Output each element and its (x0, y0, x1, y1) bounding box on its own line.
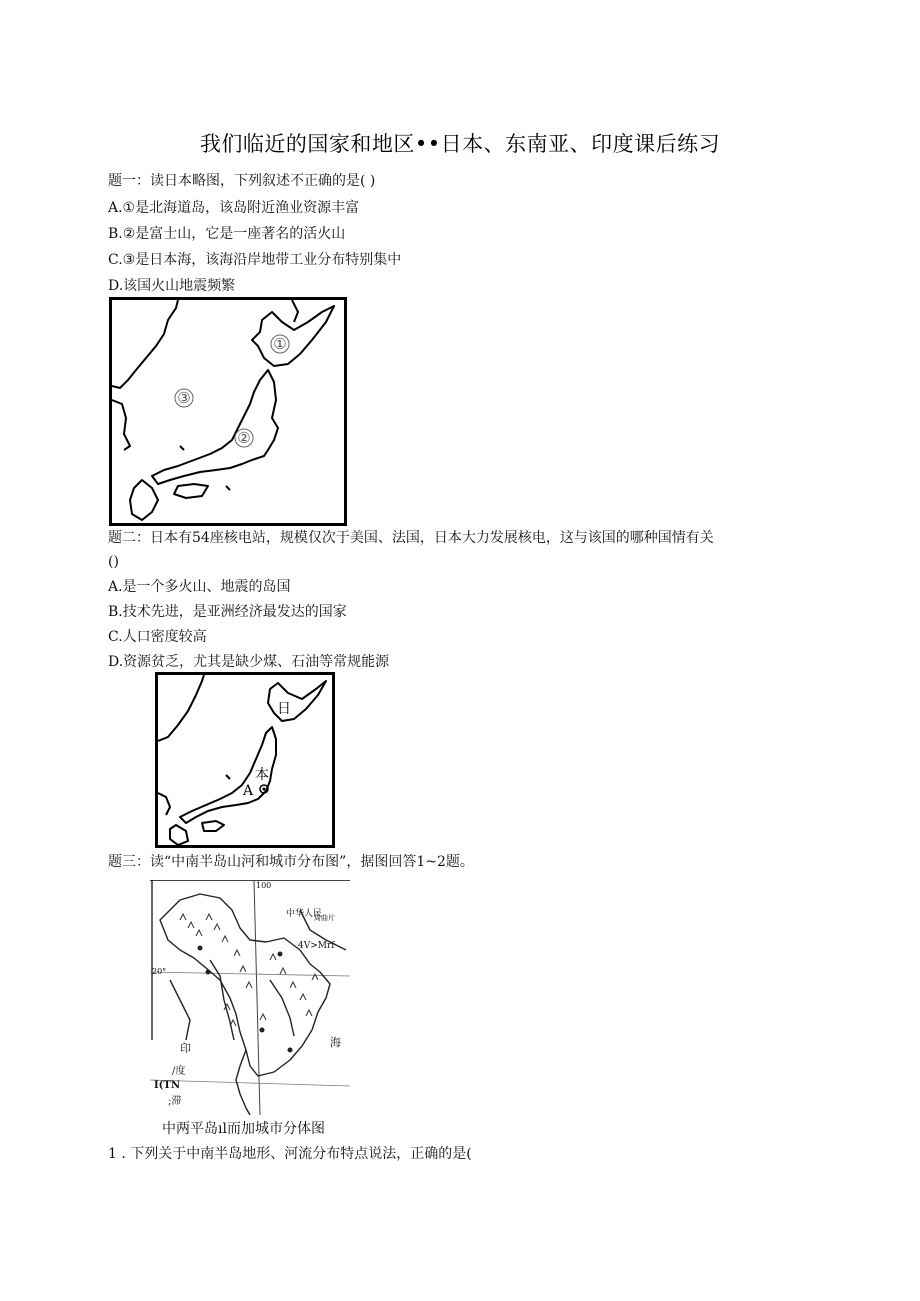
q1-prompt: 题一：读日本略图，下列叙述不正确的是( ) (108, 173, 376, 189)
page-title: 我们临近的国家和地区••日本、东南亚、印度课后练习 (199, 132, 721, 156)
indochina-label-itn: I(TN (154, 1080, 180, 1091)
q1-option-d: D.该国火山地震频繁 (108, 278, 236, 294)
indochina-label-du: /度 (172, 1066, 186, 1077)
indochina-label-ocr: 4V>Mrf (298, 941, 335, 951)
japan-map-1 (109, 297, 347, 526)
q1-map-label-2: ② (237, 429, 251, 447)
q2-option-c: C.人口密度较高 (108, 629, 207, 645)
q2-blank: () (108, 554, 119, 570)
indochina-label-lat: 20° (152, 967, 167, 976)
q2-prompt: 题二：日本有54座核电站，规模仅次于美国、法国，日本大力发展核电，这与该国的哪种国情有关 (108, 530, 714, 546)
q1-option-a: A.①是北海道岛，该岛附近渔业资源丰富 (108, 200, 360, 216)
q2-map-label-ri: 日 (277, 701, 291, 717)
q2-option-b: B.技术先进，是亚洲经济最发达的国家 (108, 604, 347, 620)
indochina-map-drawing (150, 880, 350, 1115)
q3-prompt: 题三：读“中南半岛山河和城市分布图”，据图回答1~2题。 (108, 854, 474, 870)
q2-option-a: A.是一个多火山、地震的岛国 (108, 579, 291, 595)
q2-option-d: D.资源贫乏，尤其是缺少煤、石油等常规能源 (108, 654, 390, 670)
indochina-label-country: 中华人民 (286, 909, 323, 919)
q2-map-point-a-center (263, 788, 266, 791)
japan-map-2-drawing (158, 675, 332, 845)
q1-option-b: B.②是富士山，它是一座著名的活火山 (108, 226, 346, 242)
q1-option-c: C.③是日本海，该海沿岸地带工业分布特别集中 (108, 252, 402, 268)
indochina-label-lon: 100 (256, 881, 272, 890)
indochina-label-sea: 海 (330, 1036, 341, 1049)
indochina-map (150, 880, 350, 1115)
q2-map-label-ben: 本 (255, 767, 269, 783)
japan-map-2 (155, 672, 335, 848)
q1-map-label-1: ① (273, 335, 287, 353)
japan-map-1-drawing (112, 300, 344, 523)
indochina-label-bei: ;滞 (168, 1096, 182, 1107)
q3-sub-question-1: 1 . 下列关于中南半岛地形、河流分布特点说法，正确的是( (108, 1146, 472, 1162)
indochina-label-india: 印 (180, 1042, 191, 1055)
q2-map-label-a: A (242, 783, 254, 799)
q3-map-caption: 中两平岛ıl而加城市分体图 (162, 1121, 325, 1137)
q1-map-label-3: ③ (177, 389, 191, 407)
indochina-label-region: 周曲片 (314, 914, 335, 922)
